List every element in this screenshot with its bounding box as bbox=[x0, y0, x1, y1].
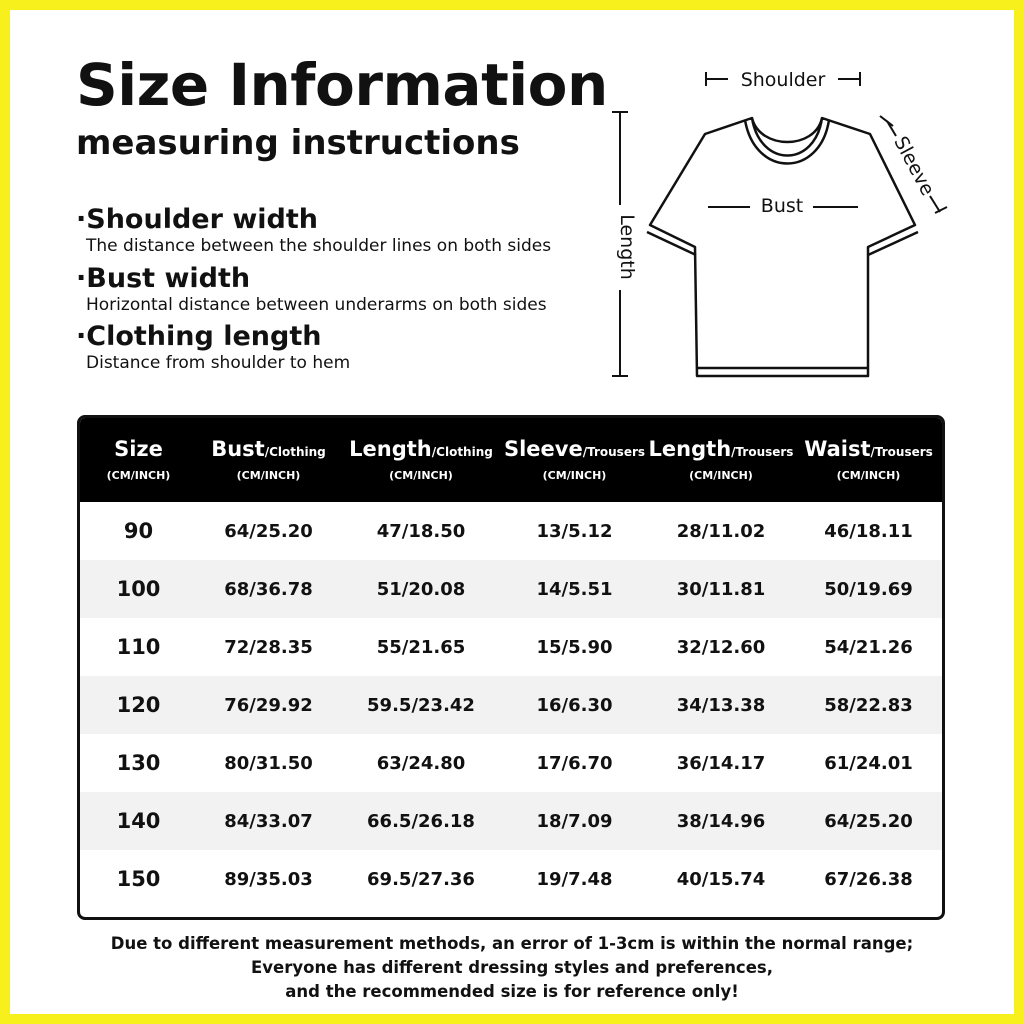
table-row bbox=[80, 502, 942, 560]
table-cell: 36/14.17 bbox=[676, 752, 766, 774]
instruction-heading: Bust width bbox=[86, 263, 251, 294]
table-cell: 15/5.90 bbox=[536, 636, 613, 658]
table-cell: 47/18.50 bbox=[376, 520, 466, 542]
table-header-row bbox=[80, 418, 942, 502]
bust-label: Bust bbox=[760, 195, 804, 217]
table-cell: 40/15.74 bbox=[676, 868, 766, 890]
column-header-size: Size (CM/INCH) bbox=[106, 436, 171, 483]
table-cell: 89/35.03 bbox=[224, 868, 313, 890]
column-header-clothing-length: Length/Clothing (CM/INCH) bbox=[349, 436, 493, 483]
table-cell: 28/11.02 bbox=[676, 520, 766, 542]
table-cell: 13/5.12 bbox=[536, 520, 613, 542]
tshirt-diagram bbox=[600, 60, 960, 390]
column-header-waist: Waist/Trousers (CM/INCH) bbox=[804, 436, 933, 483]
table-cell: 18/7.09 bbox=[536, 810, 613, 832]
sleeve-label: Sleeve bbox=[889, 132, 939, 200]
instruction-length: ·Clothing length Distance from shoulder to hem bbox=[76, 321, 351, 373]
table-cell: 66.5/26.18 bbox=[367, 810, 475, 832]
shoulder-label: Shoulder bbox=[740, 69, 826, 91]
table-cell: 32/12.60 bbox=[676, 636, 766, 658]
footnote bbox=[0, 932, 1024, 1004]
table-cell: 64/25.20 bbox=[224, 520, 313, 542]
page-subtitle: measuring instructions bbox=[76, 123, 520, 163]
table-row bbox=[80, 792, 942, 850]
table-cell: 100 bbox=[116, 577, 161, 601]
table-cell: 38/14.96 bbox=[676, 810, 766, 832]
table-row bbox=[80, 560, 942, 618]
table-cell: 16/6.30 bbox=[536, 694, 613, 716]
table-cell: 120 bbox=[116, 693, 161, 717]
footnote-line: Everyone has different dressing styles and preferences, bbox=[251, 958, 773, 977]
table-cell: 150 bbox=[116, 867, 161, 891]
column-header-sleeve: Sleeve/Trousers (CM/INCH) bbox=[503, 436, 646, 483]
footnote-line: and the recommended size is for reference only! bbox=[285, 982, 739, 1001]
table-cell: 67/26.38 bbox=[824, 868, 913, 890]
table-cell: 61/24.01 bbox=[824, 752, 913, 774]
instruction-heading: Shoulder width bbox=[86, 204, 318, 235]
table-cell: 54/21.26 bbox=[824, 636, 913, 658]
page-title: Size Information bbox=[76, 51, 608, 119]
table-cell: 90 bbox=[123, 519, 154, 543]
table-cell: 30/11.81 bbox=[676, 578, 766, 600]
table-cell: 110 bbox=[116, 635, 161, 659]
table-cell: 59.5/23.42 bbox=[367, 694, 475, 716]
instruction-desc: Horizontal distance between underarms on both sides bbox=[86, 295, 547, 315]
instruction-heading: Clothing length bbox=[86, 321, 322, 352]
table-cell: 76/29.92 bbox=[224, 694, 313, 716]
instruction-desc: The distance between the shoulder lines on both sides bbox=[86, 236, 552, 256]
table-row bbox=[80, 676, 942, 734]
table-cell: 51/20.08 bbox=[376, 578, 466, 600]
table-row bbox=[80, 618, 942, 676]
table-cell: 130 bbox=[116, 751, 161, 775]
table-cell: 69.5/27.36 bbox=[367, 868, 475, 890]
instruction-desc: Distance from shoulder to hem bbox=[86, 353, 351, 373]
table-cell: 14/5.51 bbox=[536, 578, 613, 600]
table-cell: 17/6.70 bbox=[536, 752, 613, 774]
size-table bbox=[77, 415, 945, 920]
table-cell: 84/33.07 bbox=[224, 810, 313, 832]
table-cell: 46/18.11 bbox=[824, 520, 913, 542]
table-cell: 19/7.48 bbox=[536, 868, 613, 890]
table-cell: 34/13.38 bbox=[676, 694, 766, 716]
table-row bbox=[80, 734, 942, 792]
column-header-bust: Bust/Clothing (CM/INCH) bbox=[211, 436, 326, 483]
instruction-bust: ·Bust width Horizontal distance between underarms on both sides bbox=[76, 263, 547, 315]
table-row bbox=[80, 850, 942, 908]
length-label: Length bbox=[616, 214, 638, 280]
column-header-trousers-length: Length/Trousers (CM/INCH) bbox=[648, 436, 794, 483]
table-cell: 63/24.80 bbox=[376, 752, 466, 774]
instruction-shoulder: ·Shoulder width The distance between the shoulder lines on both sides bbox=[76, 204, 552, 256]
table-cell: 80/31.50 bbox=[224, 752, 313, 774]
table-cell: 58/22.83 bbox=[824, 694, 913, 716]
footnote-line: Due to different measurement methods, an error of 1-3cm is within the normal range; bbox=[110, 934, 914, 953]
table-cell: 140 bbox=[116, 809, 161, 833]
table-cell: 55/21.65 bbox=[376, 636, 466, 658]
tshirt-icon bbox=[650, 118, 915, 376]
table-cell: 68/36.78 bbox=[224, 578, 313, 600]
table-cell: 50/19.69 bbox=[824, 578, 913, 600]
table-cell: 72/28.35 bbox=[224, 636, 313, 658]
table-cell: 64/25.20 bbox=[824, 810, 913, 832]
